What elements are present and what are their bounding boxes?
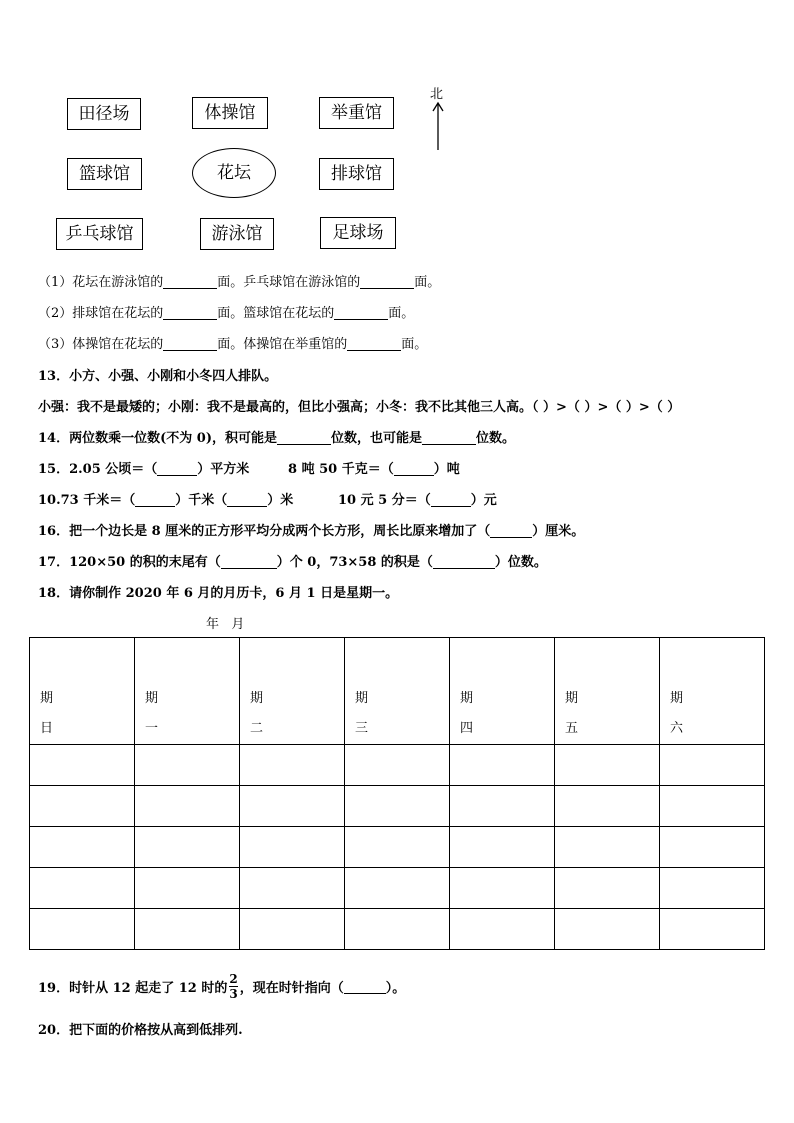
calendar-week-row xyxy=(30,868,765,909)
calendar-day-cell[interactable] xyxy=(450,868,555,909)
q15-line-2: 10.73 千米＝（ ）千米（ ）米 xyxy=(38,493,294,508)
answer-blank[interactable] xyxy=(347,336,401,351)
calendar-day-cell[interactable] xyxy=(240,745,345,786)
place-tianjing-box: 田径场 xyxy=(67,98,141,130)
calendar-header-cell: 期 二 xyxy=(240,638,345,745)
calendar-day-cell[interactable] xyxy=(660,909,765,950)
answer-blank[interactable] xyxy=(163,274,217,289)
calendar-day-cell[interactable] xyxy=(555,827,660,868)
place-youyong-box: 游泳馆 xyxy=(200,218,274,250)
calendar-header-cell: 期 五 xyxy=(555,638,660,745)
q19: 19．时针从 12 起走了 12 时的 $\frac{2}{3}$ ，现在时针指向（ ）。 xyxy=(38,972,406,1001)
calendar-day-cell[interactable] xyxy=(135,868,240,909)
calendar-day-cell[interactable] xyxy=(135,827,240,868)
calendar-day-cell[interactable] xyxy=(450,786,555,827)
calendar-day-cell[interactable] xyxy=(135,909,240,950)
calendar-day-cell[interactable] xyxy=(240,909,345,950)
calendar-day-cell[interactable] xyxy=(345,868,450,909)
q15-line-1: 15．2.05 公顷＝（ ）平方米 xyxy=(38,462,250,477)
calendar-header-cell: 期 日 xyxy=(30,638,135,745)
calendar-day-cell[interactable] xyxy=(345,786,450,827)
q12-item-1: （1）花坛在游泳馆的 面。乒乓球馆在游泳馆的 面。 xyxy=(38,275,441,290)
calendar-day-cell[interactable] xyxy=(660,827,765,868)
answer-blank[interactable] xyxy=(135,492,175,507)
north-arrow-icon xyxy=(431,100,445,152)
q18-text: 18．请你制作 2020 年 6 月的月历卡，6 月 1 日是星期一。 xyxy=(38,586,399,601)
answer-blank[interactable] xyxy=(157,461,197,476)
calendar-header-cell: 期 四 xyxy=(450,638,555,745)
answer-blank[interactable] xyxy=(227,492,267,507)
place-juzhong-box: 举重馆 xyxy=(319,97,394,129)
calendar-table xyxy=(29,637,765,950)
q12-item-3: （3）体操馆在花坛的 面。体操馆在举重馆的 面。 xyxy=(38,337,428,352)
place-lanqiu-box: 篮球馆 xyxy=(67,158,142,190)
calendar-day-cell[interactable] xyxy=(555,745,660,786)
calendar-header-cell: 期 三 xyxy=(345,638,450,745)
answer-blank[interactable] xyxy=(394,461,434,476)
calendar-day-cell[interactable] xyxy=(240,827,345,868)
q13-line-1: 13．小方、小强、小刚和小冬四人排队。 xyxy=(38,369,278,384)
q13-line-2: 小强：我不是最矮的；小刚：我不是最高的，但比小强高；小冬：我不比其他三人高。（ ）>（ ）>（ ）>（ ） xyxy=(38,400,681,415)
calendar-header-cell: 期 一 xyxy=(135,638,240,745)
answer-blank[interactable] xyxy=(344,979,386,994)
place-paiqiu-box: 排球馆 xyxy=(319,158,394,190)
calendar-week-row xyxy=(30,786,765,827)
calendar-day-cell[interactable] xyxy=(30,868,135,909)
calendar-day-cell[interactable] xyxy=(345,827,450,868)
calendar-day-cell[interactable] xyxy=(30,786,135,827)
answer-blank[interactable] xyxy=(431,492,471,507)
north-label: 北 xyxy=(430,87,444,102)
calendar-day-cell[interactable] xyxy=(555,786,660,827)
answer-blank[interactable] xyxy=(163,305,217,320)
calendar-week-row xyxy=(30,745,765,786)
q15-line-2-right: 10 元 5 分＝（ ）元 xyxy=(338,493,497,508)
calendar-day-cell[interactable] xyxy=(30,827,135,868)
answer-blank[interactable] xyxy=(422,430,476,445)
answer-blank[interactable] xyxy=(490,523,532,538)
answer-blank[interactable] xyxy=(334,305,388,320)
calendar-header-cell: 期 六 xyxy=(660,638,765,745)
calendar-day-cell[interactable] xyxy=(660,868,765,909)
answer-blank[interactable] xyxy=(360,274,414,289)
calendar-day-cell[interactable] xyxy=(240,786,345,827)
calendar-day-cell[interactable] xyxy=(450,745,555,786)
place-ticao-box: 体操馆 xyxy=(192,97,268,129)
q20-text: 20．把下面的价格按从高到低排列. xyxy=(38,1023,243,1038)
calendar-day-cell[interactable] xyxy=(345,745,450,786)
place-zuqiu-box: 足球场 xyxy=(320,217,396,249)
calendar-day-cell[interactable] xyxy=(555,909,660,950)
place-huatan-ellipse: 花坛 xyxy=(192,148,276,198)
q16: 16．把一个边长是 8 厘米的正方形平均分成两个长方形，周长比原来增加了（ ）厘米。 xyxy=(38,524,585,539)
calendar-day-cell[interactable] xyxy=(660,786,765,827)
place-pingpang-box: 乒乓球馆 xyxy=(56,218,143,250)
calendar-header-row xyxy=(30,638,765,745)
calendar-day-cell[interactable] xyxy=(660,745,765,786)
calendar-day-cell[interactable] xyxy=(240,868,345,909)
answer-blank[interactable] xyxy=(163,336,217,351)
calendar-day-cell[interactable] xyxy=(135,786,240,827)
calendar-day-cell[interactable] xyxy=(135,745,240,786)
calendar-day-cell[interactable] xyxy=(450,909,555,950)
calendar-day-cell[interactable] xyxy=(345,909,450,950)
calendar-week-row xyxy=(30,909,765,950)
calendar-day-cell[interactable] xyxy=(30,909,135,950)
calendar-day-cell[interactable] xyxy=(450,827,555,868)
q14: 14．两位数乘一位数(不为 0)，积可能是 位数，也可能是 位数。 xyxy=(38,431,515,446)
calendar-week-row xyxy=(30,827,765,868)
fraction-two-thirds: $\frac{2}{3}$ xyxy=(229,972,238,1001)
calendar-day-cell[interactable] xyxy=(30,745,135,786)
calendar-caption: 年 月 xyxy=(206,617,245,632)
answer-blank[interactable] xyxy=(277,430,331,445)
calendar-day-cell[interactable] xyxy=(555,868,660,909)
answer-blank[interactable] xyxy=(221,554,277,569)
q17: 17．120×50 的积的末尾有（ ）个 0，73×58 的积是（ ）位数。 xyxy=(38,555,547,570)
q15-line-1-right: 8 吨 50 千克＝（ ）吨 xyxy=(288,462,460,477)
q12-item-2: （2）排球馆在花坛的 面。篮球馆在花坛的 面。 xyxy=(38,306,415,321)
answer-blank[interactable] xyxy=(433,554,495,569)
